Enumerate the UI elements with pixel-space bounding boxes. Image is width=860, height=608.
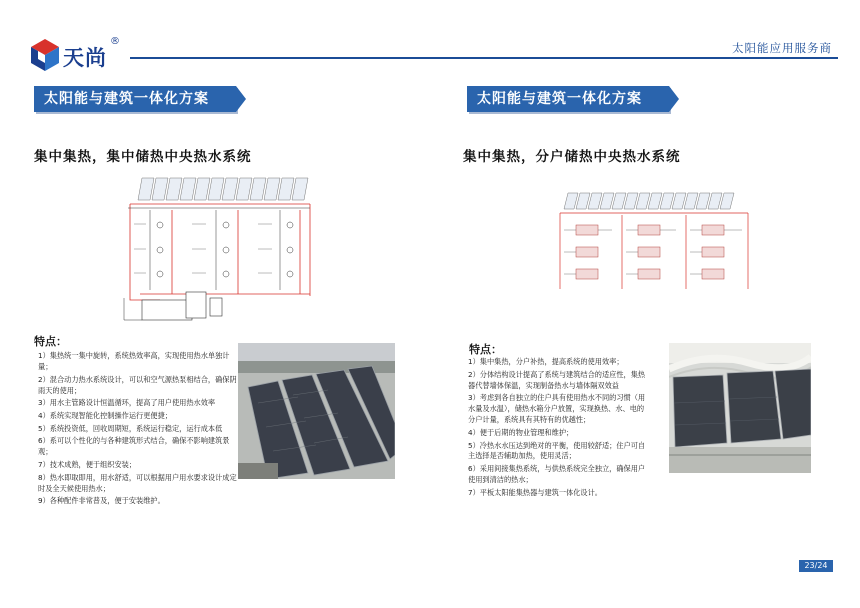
list-item: 4）便于后期的物业管理和维护； (468, 427, 574, 437)
list-item: 2）混合动力热水系统设计，可以和空气源热泵相结合，确保阴雨天的使用； (38, 374, 237, 395)
left-features-list (38, 351, 238, 509)
list-item: 6）系可以个性化的与各种建筑形式结合，确保不影响建筑景观； (38, 436, 230, 457)
list-item: 1）集热统一集中旋转，系统热效率高，实现使用热水单独计量； (38, 351, 230, 371)
registered-mark: ® (110, 36, 120, 47)
list-item: 3）用水主管路设计恒温循环，提高了用户使用热水效率 (38, 398, 216, 408)
balcony-solar-collector-photo (669, 343, 811, 473)
rooftop-solar-panels-photo (238, 343, 395, 479)
list-item: 6）采用间接集热系统，与供热系统完全独立，确保用户使用到清洁的热水； (468, 464, 646, 485)
right-features-title: 特点： (469, 343, 502, 356)
list-item: 5）冷热水水压达到绝对的平衡，使用较舒适；住户可自主选择是否辅助加热，使用灵活； (468, 440, 646, 461)
list-item: 3）考虑到各自独立的住户具有使用热水不同的习惯（用水量及水温），储热水箱分户放置，实现换热、水、电的分户计量，系统具有其特有的优越性； (468, 393, 646, 425)
cube-logo-icon (30, 38, 60, 72)
right-features-list (468, 357, 648, 500)
company-logo (30, 36, 130, 76)
right-system-title: 集中集热，分户储热中央热水系统 (463, 149, 681, 165)
list-item: 2）分体结构设计提高了系统与建筑结合的适应性，集热器代替墙体保温，实现制备热水与墙体隔双效益 (468, 369, 646, 390)
left-section-banner: 太阳能与建筑一体化方案 (34, 86, 236, 112)
list-item: 9）各种配件非常普及，便于安装维护。 (38, 496, 165, 506)
page-number: 23/24 (799, 560, 833, 572)
list-item: 1）集中集热，分户补热，提高系统的使用效率； (468, 357, 624, 366)
list-item: 5）系统投资低，回收周期短，系统运行稳定，运行成本低 (38, 423, 223, 433)
header-tagline: 太阳能应用服务商 (732, 41, 832, 55)
header-divider (130, 57, 838, 59)
logo-text: 天尚 (63, 46, 107, 70)
list-item: 4）系统实现智能化控制操作运行更便捷； (38, 410, 172, 420)
list-item: 7）技术成熟，便于组织安装； (38, 459, 137, 469)
central-storage-system-diagram (120, 170, 320, 322)
left-system-title: 集中集热，集中储热中央热水系统 (34, 149, 252, 165)
list-item: 8）热水即取即用，用水舒适，可以根据用户用水要求设计成定时及全天候使用热水； (38, 472, 237, 493)
right-section-banner: 太阳能与建筑一体化方案 (467, 86, 669, 112)
left-features-title: 特点： (34, 335, 67, 348)
list-item: 7）平板太阳能集热器与建筑一体化设计。 (468, 487, 602, 497)
household-storage-system-diagram (552, 185, 760, 295)
